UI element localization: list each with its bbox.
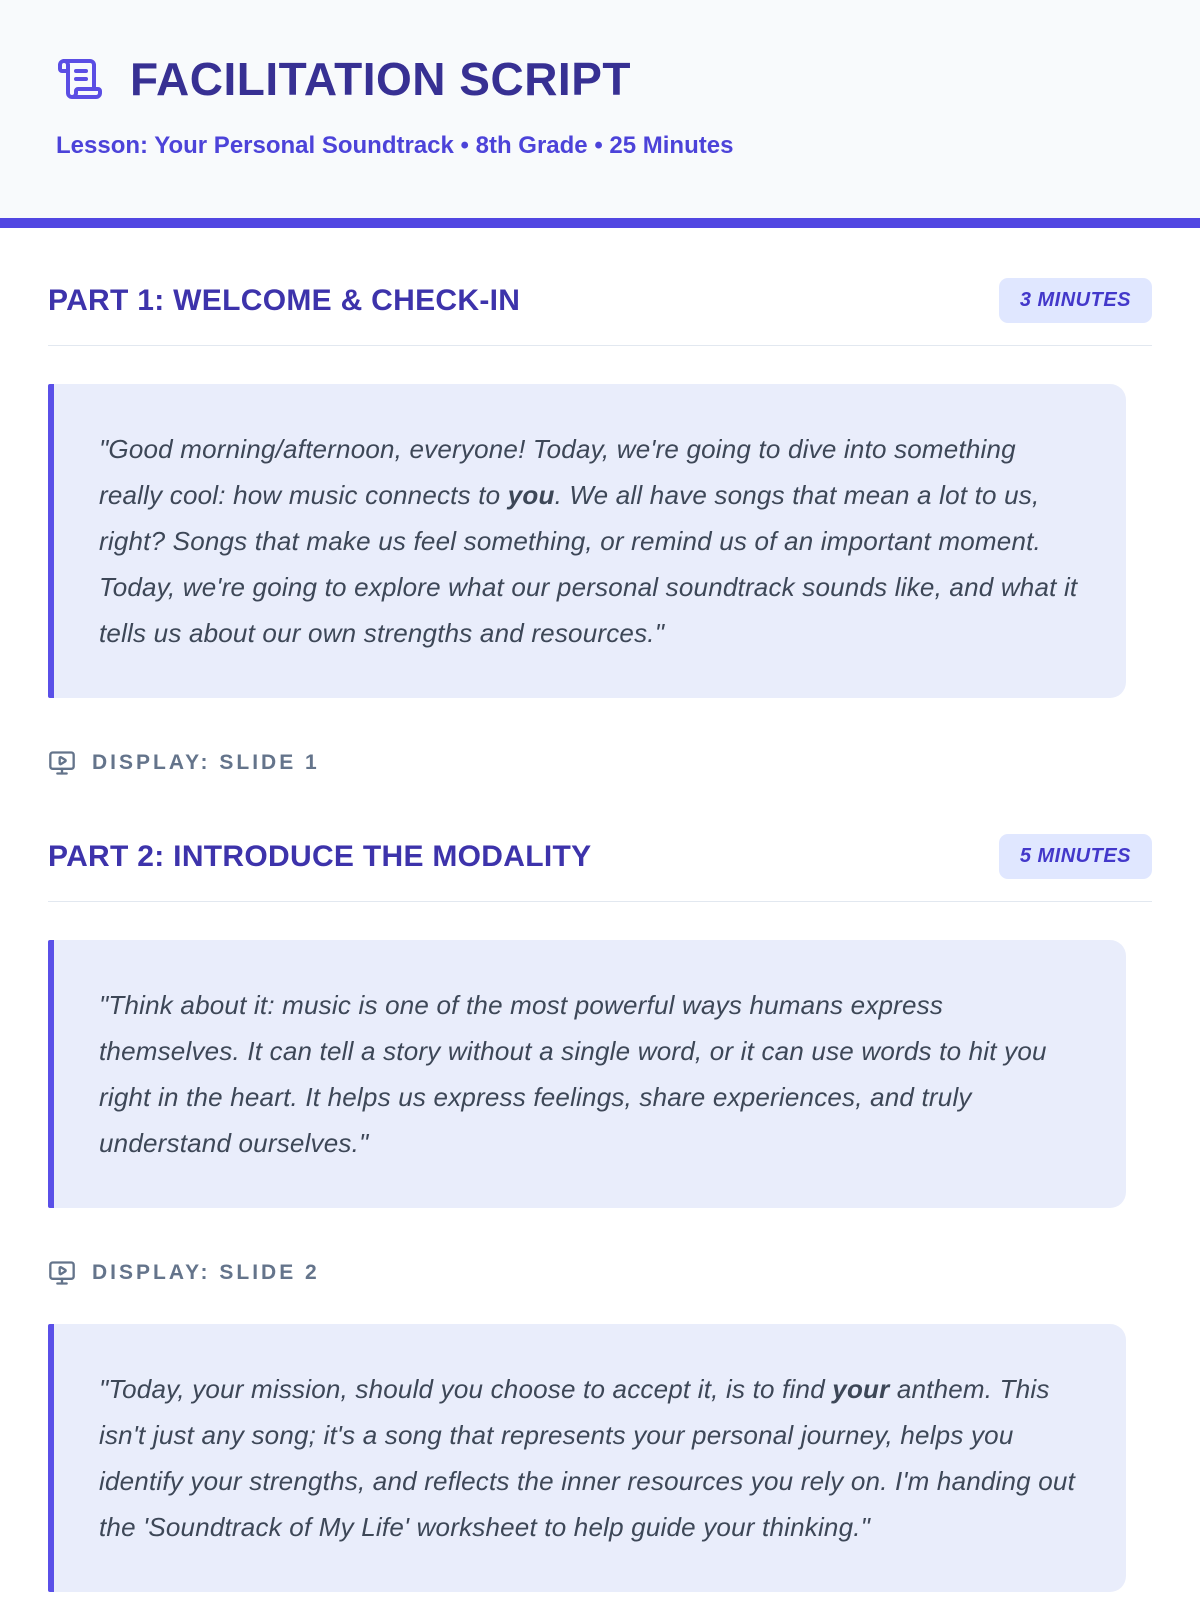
display-label: DISPLAY: SLIDE 2 <box>92 1261 320 1284</box>
script-quote-block <box>48 384 1126 698</box>
script-body <box>0 278 1200 1592</box>
duration-badge: 3 MINUTES <box>999 278 1152 323</box>
part-header-row <box>48 278 1152 323</box>
section-divider <box>48 901 1152 902</box>
accent-bar <box>0 218 1200 228</box>
script-quote-block <box>48 1324 1126 1592</box>
display-note <box>48 1258 1152 1288</box>
script-quote-text: "Good morning/afternoon, everyone! Today, we're going to dive into something really cool: how music connects to you. We all have songs that mean a lot to us, right? Songs that make us feel something, or remind us of an important moment. Today, we're going to explore what our personal soundtrack sounds like, and what it tells us about our own strengths and resources." <box>99 434 1078 648</box>
scroll-text-icon <box>56 55 104 103</box>
display-label: DISPLAY: SLIDE 1 <box>92 751 320 774</box>
duration-badge: 5 MINUTES <box>999 834 1152 879</box>
display-note <box>48 748 1152 778</box>
section-divider <box>48 345 1152 346</box>
monitor-play-icon <box>48 1259 76 1287</box>
script-quote-text: "Think about it: music is one of the most powerful ways humans express themselves. It can tell a story without a single word, or it can use words to hit you right in the heart. It helps us express feelings, share experiences, and truly understand ourselves." <box>99 990 1047 1158</box>
script-quote-text: "Today, your mission, should you choose to accept it, is to find your anthem. This isn't just any song; it's a song that represents your personal journey, helps you identify your strengths, and reflects the inner resources you rely on. I'm handing out the 'Soundtrack of My Life' worksheet to help guide your thinking." <box>99 1374 1076 1542</box>
script-section <box>48 834 1152 1592</box>
section-blocks <box>48 940 1152 1592</box>
lesson-subtitle: Lesson: Your Personal Soundtrack • 8th Grade • 25 Minutes <box>56 132 734 159</box>
section-blocks <box>48 384 1152 778</box>
part-header-row <box>48 834 1152 879</box>
part-heading: PART 2: INTRODUCE THE MODALITY <box>48 839 592 873</box>
monitor-play-icon <box>48 749 76 777</box>
script-quote-block <box>48 940 1126 1208</box>
page-header <box>0 0 1200 218</box>
part-heading: PART 1: WELCOME & CHECK-IN <box>48 283 521 317</box>
page-title: FACILITATION SCRIPT <box>130 53 631 105</box>
script-section <box>48 278 1152 778</box>
